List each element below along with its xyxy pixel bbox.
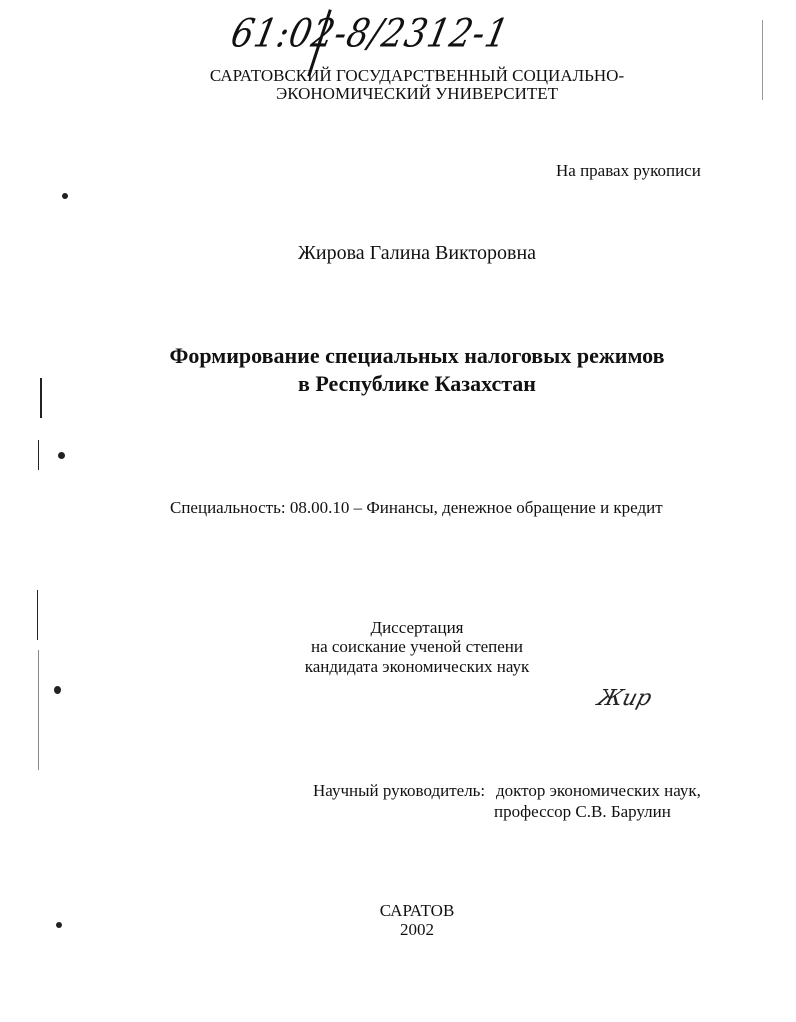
manuscript-note: На правах рукописи xyxy=(556,161,701,180)
title-line-1: Формирование специальных налоговых режимов xyxy=(169,343,665,368)
city: САРАТОВ xyxy=(379,901,455,920)
specialty: Специальность: 08.00.10 – Финансы, денежное обращение и кредит xyxy=(170,498,663,517)
author-name: Жирова Галина Викторовна xyxy=(297,242,537,264)
scan-dot xyxy=(58,452,65,459)
scan-dot xyxy=(62,193,68,199)
supervisor-name: профессор С.В. Барулин xyxy=(494,802,671,821)
dissertation-line-2: на соискание ученой степени xyxy=(310,637,524,656)
dissertation-line-3: кандидата экономических наук xyxy=(304,657,530,676)
scan-line xyxy=(38,650,39,770)
signature: Жир xyxy=(594,686,655,711)
supervisor-label: Научный руководитель: xyxy=(313,781,486,800)
scan-line xyxy=(40,378,42,418)
title-line-2: в Республике Казахстан xyxy=(298,371,536,396)
scan-line xyxy=(762,20,763,100)
scan-line xyxy=(37,590,38,640)
dissertation-line-1: Диссертация xyxy=(370,618,464,637)
year: 2002 xyxy=(400,920,434,939)
archive-code-handwritten: 61:02-8/2312-1 xyxy=(227,11,514,57)
scan-dot xyxy=(54,686,61,694)
university-line-2: ЭКОНОМИЧЕСКИЙ УНИВЕРСИТЕТ xyxy=(275,84,559,103)
supervisor-degree: доктор экономических наук, xyxy=(496,781,701,800)
scan-dot xyxy=(56,922,62,928)
university-line-1: САРАТОВСКИЙ ГОСУДАРСТВЕННЫЙ СОЦИАЛЬНО- xyxy=(209,66,625,85)
scan-line xyxy=(38,440,39,470)
